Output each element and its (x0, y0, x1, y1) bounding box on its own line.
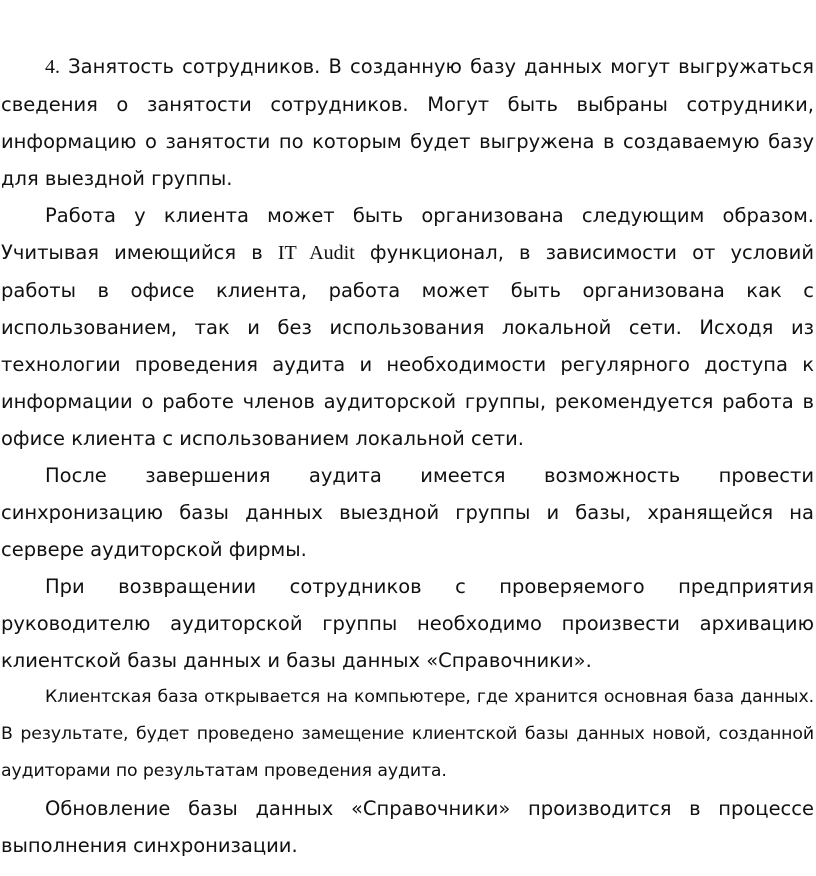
paragraph-directory-update (1, 790, 814, 864)
paragraph-employee-occupancy (1, 48, 814, 197)
paragraph-text: При возвращении сотрудников с проверяемого предприятия руководителю аудиторской группы необходимо произвести архивацию клиентской базы данных и базы данных «Справочники». (1, 575, 814, 672)
paragraph-client-database (1, 679, 814, 790)
paragraph-text: Обновление базы данных «Справочники» производится в процессе выполнения синхронизации. (1, 797, 814, 857)
paragraph-client-work (1, 197, 814, 457)
paragraph-text-part2: функционал, в зависимости от условий работы в офисе клиента, работа может быть организована как с использованием, так и без использования локальной сети. Исходя из технологии проведения аудита и необходимости регулярного доступа к информации о работе членов аудиторской группы, рекомендуется работа в офисе клиента с использованием локальной сети. (1, 241, 814, 450)
it-audit-name: IT Audit (277, 242, 355, 264)
paragraph-text: Занятость сотрудников. В созданную базу данных могут выгружаться сведения о занятости сотрудников. Могут быть выбраны сотрудники, информацию о занятости по которым будет выгружена в создаваемую базу для выездной группы. (1, 55, 815, 190)
paragraph-text-part1: Работа у клиента может быть организована следующим образом. Учитывая имеющийся в (1, 204, 814, 264)
paragraph-archiving (1, 568, 814, 679)
paragraph-text: Клиентская база открывается на компьютере, где хранится основная база данных. В результате, будет проведено замещение клиентской базы данных новой, созданной аудиторами по результатам проведения аудита. (1, 687, 814, 781)
paragraph-number: 4. (45, 56, 60, 78)
paragraph-text: После завершения аудита имеется возможность провести синхронизацию базы данных выездной группы и базы, хранящейся на сервере аудиторской фирмы. (1, 464, 814, 561)
paragraph-synchronization (1, 457, 814, 568)
